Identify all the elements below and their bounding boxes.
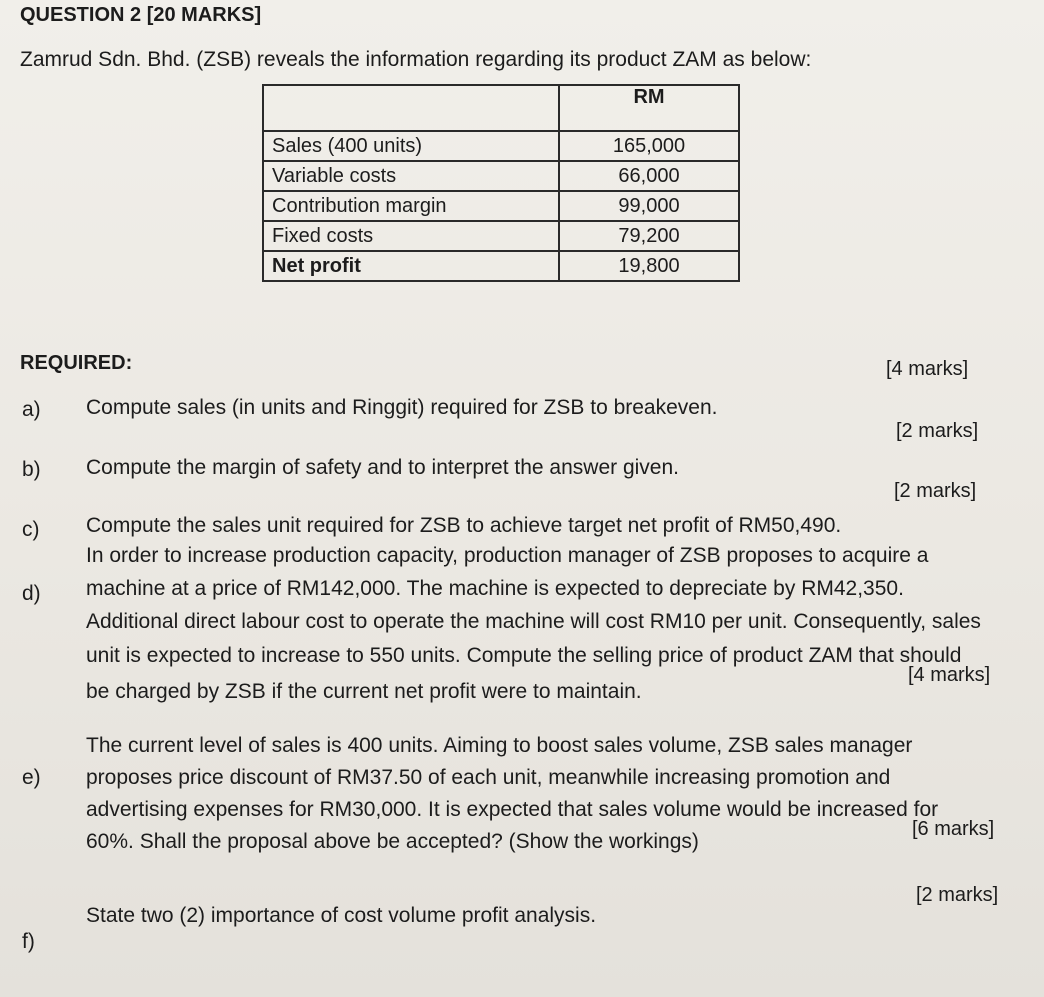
part-d-line-3: Additional direct labour cost to operate the machine will cost RM10 per unit. Consequently, sales — [86, 610, 981, 633]
part-b-letter: b) — [22, 458, 41, 481]
table-header-empty — [263, 85, 559, 131]
part-c-text: Compute the sales unit required for ZSB to achieve target net profit of RM50,490. — [86, 514, 842, 537]
table-row — [263, 191, 739, 221]
part-f-marks: [2 marks] — [916, 884, 999, 906]
part-a-marks: [4 marks] — [886, 358, 969, 380]
row-label: Fixed costs — [263, 221, 559, 251]
part-c-letter: c) — [22, 518, 40, 541]
row-value: 79,200 — [559, 221, 739, 251]
row-value: 66,000 — [559, 161, 739, 191]
part-b-marks: [2 marks] — [896, 420, 979, 442]
row-label: Variable costs — [263, 161, 559, 191]
part-d-line-5: be charged by ZSB if the current net profit were to maintain. — [86, 680, 642, 703]
table-row — [263, 131, 739, 161]
part-f-letter: f) — [22, 930, 35, 953]
table-row — [263, 161, 739, 191]
part-e-line-2: proposes price discount of RM37.50 of each unit, meanwhile increasing promotion and — [86, 766, 891, 789]
part-e-line-3: advertising expenses for RM30,000. It is expected that sales volume would be increased for — [86, 798, 939, 821]
row-value: 99,000 — [559, 191, 739, 221]
part-d-line-2: machine at a price of RM142,000. The machine is expected to depreciate by RM42,350. — [86, 577, 904, 600]
row-label: Contribution margin — [263, 191, 559, 221]
part-b-text: Compute the margin of safety and to interpret the answer given. — [86, 456, 679, 479]
required-heading: REQUIRED: — [20, 352, 133, 374]
part-f-text: State two (2) importance of cost volume profit analysis. — [86, 904, 597, 927]
table-row — [263, 251, 739, 281]
table-header-row — [263, 85, 739, 131]
part-c-marks: [2 marks] — [894, 480, 977, 502]
question-intro: Zamrud Sdn. Bhd. (ZSB) reveals the information regarding its product ZAM as below: — [20, 48, 812, 71]
row-value: 19,800 — [559, 251, 739, 281]
part-e-marks: [6 marks] — [912, 818, 995, 840]
part-e-line-4: 60%. Shall the proposal above be accepted? (Show the workings) — [86, 830, 699, 853]
question-title: QUESTION 2 [20 MARKS] — [20, 4, 262, 26]
table-header-rm: RM — [559, 85, 739, 131]
part-a-text: Compute sales (in units and Ringgit) required for ZSB to breakeven. — [86, 396, 718, 419]
row-label: Net profit — [263, 251, 559, 281]
part-d-line-1: In order to increase production capacity, production manager of ZSB proposes to acquire a — [86, 544, 929, 567]
part-e-letter: e) — [22, 766, 41, 789]
row-label: Sales (400 units) — [263, 131, 559, 161]
table-row — [263, 221, 739, 251]
row-value: 165,000 — [559, 131, 739, 161]
part-d-marks: [4 marks] — [908, 664, 991, 686]
part-a-letter: a) — [22, 398, 41, 421]
part-d-line-4: unit is expected to increase to 550 units. Compute the selling price of product ZAM that should — [86, 644, 962, 667]
cvp-table — [262, 84, 740, 282]
part-e-line-1: The current level of sales is 400 units. Aiming to boost sales volume, ZSB sales manager — [86, 734, 913, 757]
part-d-letter: d) — [22, 582, 41, 605]
